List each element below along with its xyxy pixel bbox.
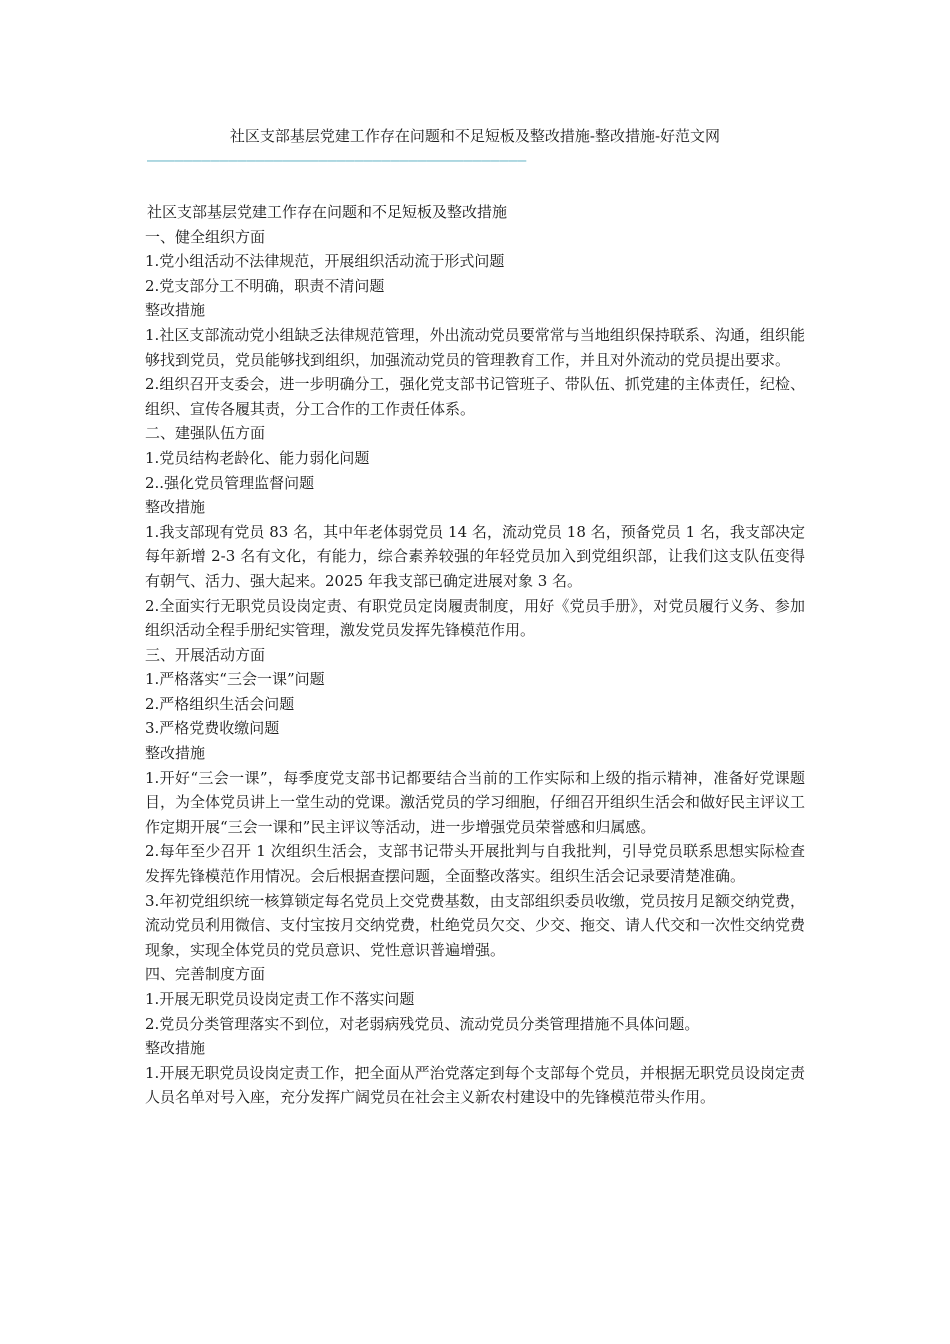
paragraph: 2.严格组织生活会问题 — [145, 694, 295, 713]
paragraph: 3.严格党费收缴问题 — [145, 719, 280, 738]
paragraph: 三、开展活动方面 — [145, 645, 266, 664]
paragraph: 一、健全组织方面 — [145, 227, 266, 246]
paragraph: 整改措施 — [145, 744, 206, 763]
paragraph: 1.社区支部流动党小组缺乏法律规范管理，外出流动党员要常常与当地组织保持联系、沟通，组织能够找到党员，党员能够找到组织，加强流动党员的管理教育工作，并且对外流动的党员提出要求。 — [145, 325, 805, 369]
paragraph: 3.年初党组织统一核算锁定每名党员上交党费基数，由支部组织委员收缴，党员按月足额交纳党费，流动党员利用微信、支付宝按月交纳党费，杜绝党员欠交、少交、拖交、请人代交和一次性交纳党费现象，实现全体党员的党员意识、党性意识普遍增强。 — [145, 891, 806, 959]
paragraph: 2..强化党员管理监督问题 — [145, 473, 315, 492]
document-title: 社区支部基层党建工作存在问题和不足短板及整改措施-整改措施-好范文网 — [229, 127, 721, 145]
paragraph: 2.全面实行无职党员设岗定责、有职党员定岗履责制度，用好《党员手册》，对党员履行义务、参加组织活动全程手册纪实管理，激发党员发挥先锋模范作用。 — [145, 596, 805, 640]
paragraph: 整改措施 — [145, 301, 206, 320]
paragraph: 2.党支部分工不明确，职责不清问题 — [145, 276, 385, 295]
paragraph: 二、建强队伍方面 — [145, 424, 266, 443]
paragraph: 2.每年至少召开 1 次组织生活会，支部书记带头开展批判与自我批判，引导党员联系思想实际检查发挥先锋模范作用情况。会后根据查摆问题，全面整改落实。组织生活会记录要清楚准确。 — [145, 842, 805, 886]
paragraph: 2.党员分类管理落实不到位，对老弱病残党员、流动党员分类管理措施不具体问题。 — [145, 1014, 700, 1033]
title-separator: —————————————————————————————————————————— — [147, 151, 527, 169]
paragraph: 社区支部基层党建工作存在问题和不足短板及整改措施 — [147, 203, 508, 221]
paragraph: 1.党小组活动不法律规范，开展组织活动流于形式问题 — [145, 252, 505, 271]
paragraph: 四、完善制度方面 — [145, 965, 266, 984]
paragraph: 整改措施 — [145, 1039, 206, 1058]
paragraph: 1.党员结构老龄化、能力弱化问题 — [145, 448, 370, 467]
paragraph: 1.开展无职党员设岗定责工作不落实问题 — [145, 990, 415, 1008]
paragraph: 整改措施 — [145, 498, 206, 517]
paragraph: 2.组织召开支委会，进一步明确分工，强化党支部书记管班子、带队伍、抓党建的主体责任，纪检、组织、宣传各履其责，分工合作的工作责任体系。 — [145, 375, 805, 418]
document-body — [145, 200, 805, 1110]
paragraph: 1.开好“三会一课”，每季度党支部书记都要结合当前的工作实际和上级的指示精神，准备好党课题目，为全体党员讲上一堂生动的党课。激活党员的学习细胞，仔细召开组织生活会和做好民主评议工作定期开展“三会一课和”民主评议等活动，进一步增强党员荣誉感和归属感。 — [145, 768, 806, 836]
paragraph: 1.我支部现有党员 83 名，其中年老体弱党员 14 名，流动党员 18 名，预备党员 1 名，我支部决定每年新增 2-3 名有文化，有能力，综合素养较强的年轻党员加入到党组织部，让我们这支队伍变得有朝气、活力、强大起来。2025 年我支部已确定进展对象 3 名。 — [145, 522, 805, 590]
paragraph: 1.严格落实“三会一课”问题 — [145, 670, 325, 689]
paragraph: 1.开展无职党员设岗定责工作，把全面从严治党落定到每个支部每个党员，并根据无职党员设岗定责人员名单对号入座，充分发挥广阔党员在社会主义新农村建设中的先锋模范带头作用。 — [145, 1063, 805, 1107]
